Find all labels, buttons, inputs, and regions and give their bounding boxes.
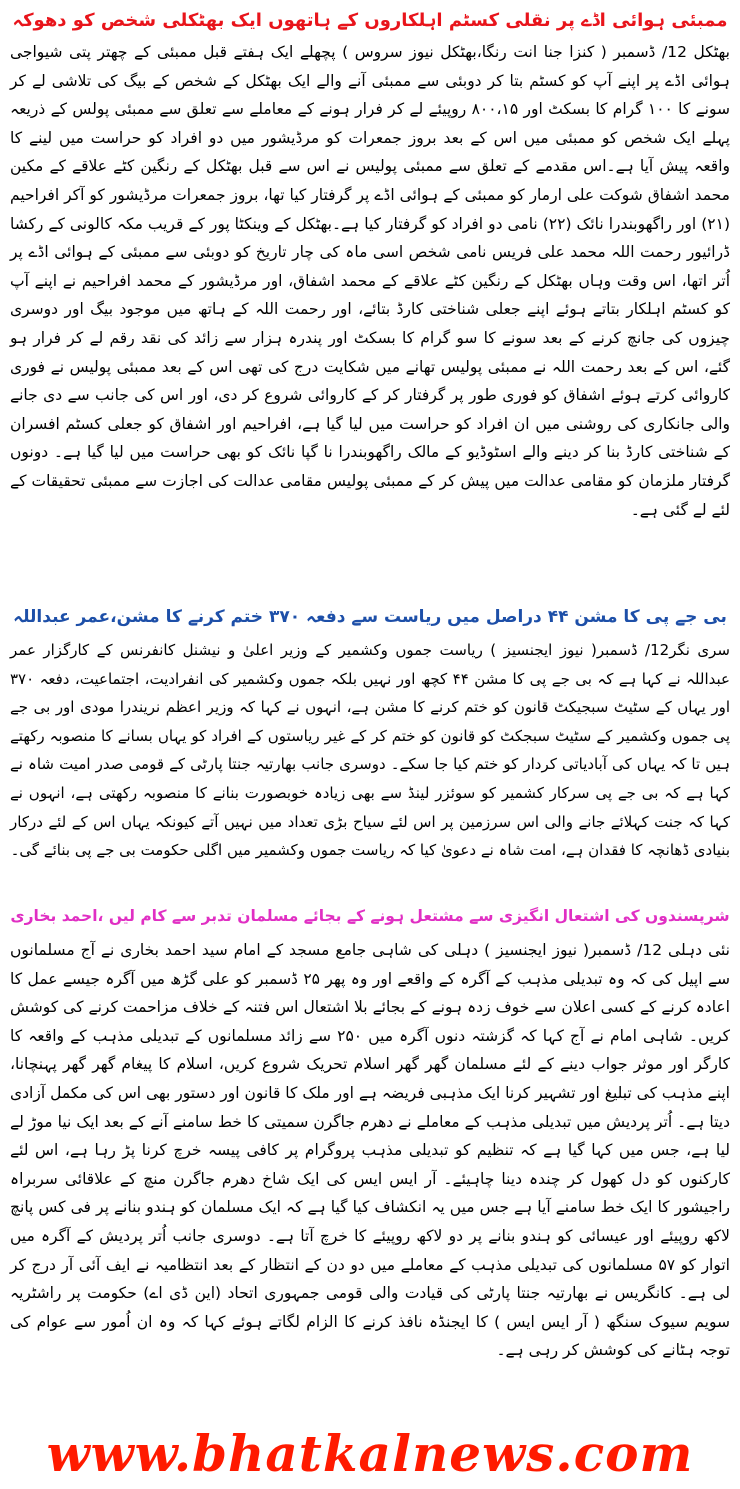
article3-headline: شرپسندوں کی اشتعال انگیزی سے مشتعل ہونے کے بجائے مسلمان تدبر سے کام لیں ،احمد بخاری	[10, 907, 730, 925]
article2-body: سری نگر12/ ڈسمبر( نیوز ایجنسیز ) ریاست جموں وکشمیر کے وزیر اعلیٰ و نیشنل کانفرنس کے کارگزار عمر عبداللہ نے کہا ہے کہ بی جے پی کا مشن ۴۴ کچھ اور نہیں بلکہ جموں وکشمیر کی انفرادیت، اجتماعیت، دفعہ ۳۷۰ اور یہاں کے سٹیٹ سبجیکٹ قانون کو ختم کرنے کا مشن ہے، انہوں نے کہا کہ وزیر اعظم نریندرا مودی اور بی جے پی جموں وکشمیر کے سٹیٹ سبجکٹ کو قانون کو ختم کر کے غیر ریاستوں کے افراد کو یہاں بسانے کا منصوبہ رکھتے ہیں تا کہ یہاں کی آبادیاتی کردار کو ختم کیا جا سکے۔ دوسری جانب بھارتیہ جنتا پارٹی کے قومی صدر امیت شاہ نے کہا ہے کہ بی جے پی سرکار کشمیر کو سوئزر لینڈ سے بھی زیادہ خوبصورت بنانے کا منصوبہ رکھتی ہے، انہوں نے کہا کہ جنت کہلائے جانے والی اس سرزمین پر اس لئے سیاح بڑی تعداد میں نہیں آتے کیونکہ یہاں اس کے لئے درکار بنیادی ڈھانچہ کا فقدان ہے، امت شاہ نے دعویٰ کیا کہ ریاست جموں وکشمیر میں اگلی حکومت بی جے پی بنائے گی۔	[10, 641, 731, 860]
website-footer: www.bhatkalnews.com	[46, 1424, 694, 1483]
article1-headline: ممبئی ہوائی اڈے پر نقلی کسٹم اہلکاروں کے ہاتھوں ایک بھٹکلی شخص کو دھوکہ	[12, 10, 728, 31]
article3-body: نئی دہلی 12/ ڈسمبر( نیوز ایجنسیز ) دہلی کی شاہی جامع مسجد کے امام سید احمد بخاری نے آج مسلمانوں سے اپیل کی کہ وہ تبدیلی مذہب کے آگرہ کے واقعے اور وہ پھر ۲۵ ڈسمبر کو علی گڑھ میں آگرہ جیسے عمل کا اعادہ کرنے کے کسی اعلان سے خوف زدہ ہونے کے بجائے بلا اشتعال اس فتنہ کے خلاف مزاحمت کرنے کی کوشش کریں۔ شاہی امام نے آج کہا کہ گزشتہ دنوں آگرہ میں ۲۵۰ سے زائد مسلمانوں کے تبدیلی مذہب کے واقعہ کا کارگر اور موثر جواب دینے کے لئے مسلمان گھر گھر اسلام تحریک شروع کریں، اسلام کا پیغام گھر گھر پہنچانا، اپنے مذہب کی تبلیغ اور تشہیر کرنا ایک مذہبی فریضہ ہے اور ملک کا قانون اور دستور بھی اس کی مکمل آزادی دیتا ہے۔ اُتر پردیش میں تبدیلی مذہب کے معاملے نے دھرم جاگرن سمیتی کا خط سامنے آنے کے بعد ایک نیا موڑ لے لیا ہے، جس میں کہا گیا ہے کہ تنظیم کو تبدیلی مذہب پروگرام پر کافی پیسہ خرچ کرنا پڑ رہا ہے، اس لئے کارکنوں کو دل کھول کر چندہ دینا چاہیئے۔ آر ایس ایس کی ایک شاخ دھرم جاگرن منچ کے علاقائی سربراہ راجیشور کا ایک خط سامنے آیا ہے جس میں یہ انکشاف کیا گیا ہے کہ ایک مسلمان کو ہندو بنانے پر فی کس پانچ لاکھ روپیئے اور عیسائی کو ہندو بنانے پر دو لاکھ روپیئے کا خرچ آتا ہے۔ دوسری جانب اُتر پردیش کے آگرہ میں اتوار کو ۵۷ مسلمانوں کی تبدیلی مذہب کے معاملے میں دو دن کے انتظار کے بعد انتظامیہ نے ایف آئی آر درج کر لی ہے۔ کانگریس نے بھارتیہ جنتا پارٹی کی قیادت والی قومی جمہوری اتحاد (این ڈی اے) حکومت پر راشٹریہ سویم سیوک سنگھ ( آر ایس ایس ) کا ایجنڈہ نافذ کرنے کا الزام لگاتے ہوئے کہا کہ وہ ان اُمور سے عوام کی توجہ ہٹانے کی کوشش کر رہی ہے۔	[10, 941, 731, 1360]
article2-headline: بی جے پی کا مشن ۴۴ دراصل میں ریاست سے دفعہ ۳۷۰ ختم کرنے کا مشن،عمر عبداللہ	[13, 607, 727, 627]
article1-body: بھٹکل 12/ ڈسمبر ( کنزا جنا انت رنگا،بھٹکل نیوز سروس ) پچھلے ایک ہفتے قبل ممبئی کے چھتر پتی شیواجی ہوائی اڈے پر اپنے آپ کو کسٹم بتا کر دوبئی سے ممبئی آنے والے ایک بھٹکل کے شخص کے بیگ کی تلاشی لے کر سونے کا ۱۰۰ گرام کا بسکٹ اور ۸۰۰،۱۵ روپیئے لے کر فرار ہونے کے معاملے سے تعلق سے ممبئی پولس کے ذریعہ پہلے ایک شخص کو ممبئی میں اس کے بعد بروز جمعرات کو مرڈیشور میں دو افراد کو حراست میں لینے کا واقعہ پیش آیا ہے۔اس مقدمے کے تعلق سے ممبئی پولیس نے اس سے قبل بھٹکل کے رنگین کٹے علاقے کے مکین محمد اشفاق شوکت علی ارمار کو ممبئی کے ہوائی اڈے پر گرفتار کیا تھا، بروز جمعرات مرڈیشور کو آکر افراحیم (۲۱) اور راگھوبندرا نائک (۲۲) نامی دو افراد کو گرفتار کیا ہے۔بھٹکل کے وینکٹا پور کے قریب مکہ کالونی کے رکشا ڈرائیور رحمت اللہ محمد علی فریس نامی شخص اسی ماہ کی چار تاریخ کو دوبئی سے ممبئی کے ہوائی اڈے پر اُتر اتھا، اس وقت وہاں بھٹکل کے رنگین کٹے علاقے کے محمد اشفاق، اور مرڈیشور کے محمد افراحیم نے اپنے آپ کو کسٹم اہلکار بتاتے ہوئے اپنے جعلی شناختی کارڈ بتائے، اور رحمت اللہ کے ہاتھ میں موجود بیگ اور دوسری چیزوں کی جانچ کرنے کے بعد سونے کا سو گرام کا بسکٹ اور پندرہ ہزار سے زائد کی نقد رقم لے کر فرار ہو گئے، اس کے بعد رحمت اللہ نے ممبئی پولیس تھانے میں شکایت درج کی تھی اس کے بعد ممبئی پولیس نے فوری کاروائی کرتے ہوئے اشفاق کو فوری طور پر گرفتار کر کے کاروائی شروع کر دی، اور اس کی جانب سے دی جانے والی جانکاری کی روشنی میں ان افراد کو حراست میں لیا گیا ہے، افراحیم اور اشفاق کو جعلی کسٹم افسران کے شناختی کارڈ بنا کر دینے والے اسٹوڈیو کے مالک راگھوبندرا نا گپا نائک کو بھی حراست میں لیا گیا ہے۔ دونوں گرفتار ملزمان کو مقامی عدالت میں پیش کر کے ممبئی پولیس مقامی عدالت کی اجازت سے ممبئی تحقیقات کے لئے لے گئی ہے۔	[10, 43, 730, 519]
